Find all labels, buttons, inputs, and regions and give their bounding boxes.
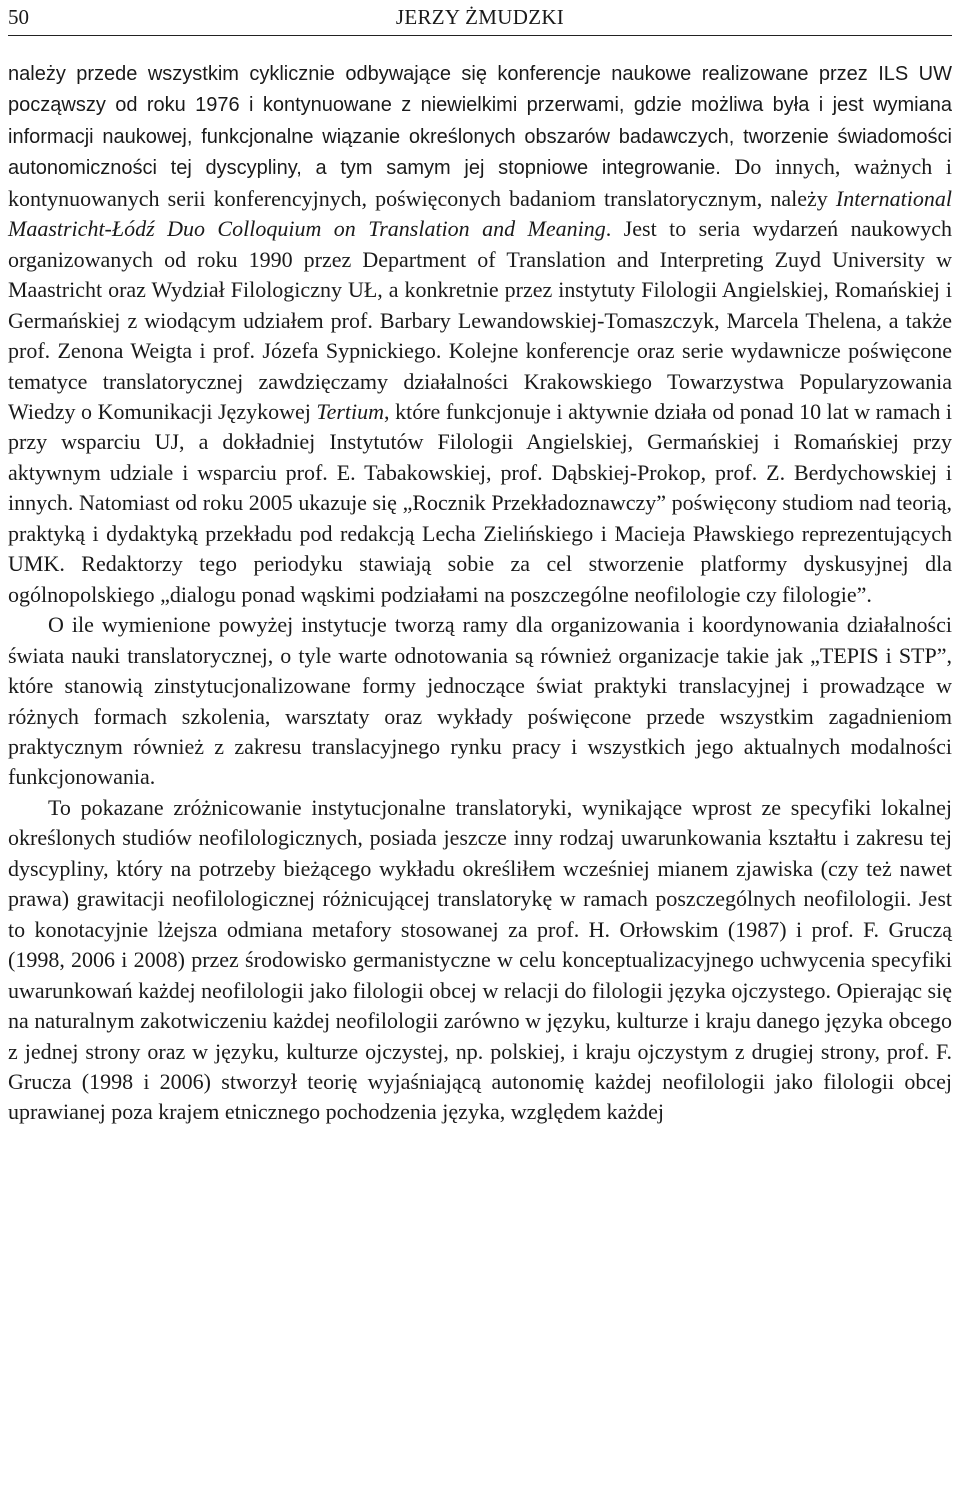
sentence-text: , które funkcjonuje i aktywnie działa od ponad 10 lat w ramach i przy wsparciu UJ, a dokładniej Instytutów Filologii Angielskiej, Germańskiej i Romańskiej przy aktywnym udziale i wsparciu prof. E. Tabakowskiej, prof. Dąbskiej-Prokop, prof. Z. Berdychowskiej i innych. Natomiast od roku 2005 ukazuje się „Rocznik Przekładoznawczy” poświęcony studiom nad teorią, praktyką i dydaktyką przekładu pod redakcją Lecha Zielińskiego i Macieja Pławskiego reprezentujących UMK. Redaktorzy tego periodyku stawiają sobie za cel stworzenie platformy dyskusyjnej dla ogólnopolskiego „dialogu ponad wąskimi podziałami na poszczególne neofilologie czy filologie”. <box>8 398 952 607</box>
body-text <box>8 58 952 1128</box>
book-page <box>8 0 952 1488</box>
paragraph-continued <box>8 58 952 610</box>
sentence-sans: należy przede wszystkim cyklicznie odbywające się konferencje naukowe realizowane przez ILS UW począwszy od roku 1976 i kontynuowane z niewielkimi przerwami, gdzie możliwa była i jest wymiana informacji naukowej, funkcjonalne wiązanie określonych obszarów badawczych, tworzenie świadomości autonomiczności tej dyscypliny, a tym samym jej stopniowe integrowanie. <box>8 63 952 180</box>
header-rule <box>8 35 952 36</box>
italic-title: Tertium <box>316 398 385 424</box>
sentence-text: Do innych, ważnych i kontynuowanych serii konferencyjnych, poświęconych badaniom translatorycznym, należy <box>8 154 953 211</box>
running-head-author: JERZY ŻMUDZKI <box>395 5 565 29</box>
paragraph: To pokazane zróżnicowanie instytucjonalne translatoryki, wynikające wprost ze specyfiki lokalnej określonych studiów neofilologicznych, posiada jeszcze inny rodzaj uwarunkowania kształtu i zakresu tej dyscypliny, który na potrzeby bieżącego wykładu określiłem wcześniej mianem zjawiska (czy też nawet prawa) grawitacji neofilologicznej różnicującej translatorykę w ramach poszczególnych neofilologii. Jest to konotacyjnie lżejsza odmiana metafory stosowanej za prof. H. Orłowskim (1987) i prof. F. Gruczą (1998, 2006 i 2008) przez środowisko germanistyczne w celu konceptualizacyjnego uchwycenia specyfiki uwarunkowań każdej neofilologii jako filologii obcej w relacji do filologii języka ojczystego. Opierając się na naturalnym zakotwiczeniu każdej neofilologii zarówno w języku, kulturze i kraju danego języka obcego z jednej strony oraz w języku, kulturze ojczystej, np. polskiej, i kraju ojczystym z drugiej strony, prof. F. Grucza (1998 i 2006) stworzył teorię wyjaśniającą autonomię każdej neofilologii jako filologii obcej uprawianej poza krajem etnicznego pochodzenia języka, względem każdej <box>8 794 952 1125</box>
sentence-text: . Jest to seria wydarzeń naukowych organizowanych od roku 1990 przez Department of Translation and Interpreting Zuyd University w Maastricht oraz Wydział Filologiczny UŁ, a konkretnie przez instytuty Filologii Angielskiej, Romańskiej i Germańskiej z wiodącym udziałem prof. Barbary Lewandowskiej-Tomaszczyk, Marcela Thelena, a także prof. Zenona Weigta i prof. Józefa Sypnickiego. Kolejne konferencje oraz serie wydawnicze poświęcone tematyce translatorycznej zawdzięczamy działalności Krakowskiego Towarzystwa Popularyzowania Wiedzy o Komunikacji Językowej <box>8 216 952 424</box>
page-number: 50 <box>8 5 29 29</box>
running-head <box>8 3 952 31</box>
paragraph: O ile wymienione powyżej instytucje tworzą ramy dla organizowania i koordynowania działalności świata nauki translatorycznej, o tyle warte odnotowania są również organizacje takie jak „TEPIS i STP”, które stanowią zinstytucjonalizowane formy jednoczące świat praktyki translacyjnej i prowadzące w różnych formach szkolenia, warsztaty oraz wykłady poświęcone przede wszystkim zagadnieniom praktycznym również z zakresu translacyjnego rynku pracy i wszystkich jego aktualnych modalności funkcjonowania. <box>8 612 952 790</box>
italic-title: International Maastricht-Łódź Duo Colloquium on Translation and Meaning <box>8 185 952 242</box>
